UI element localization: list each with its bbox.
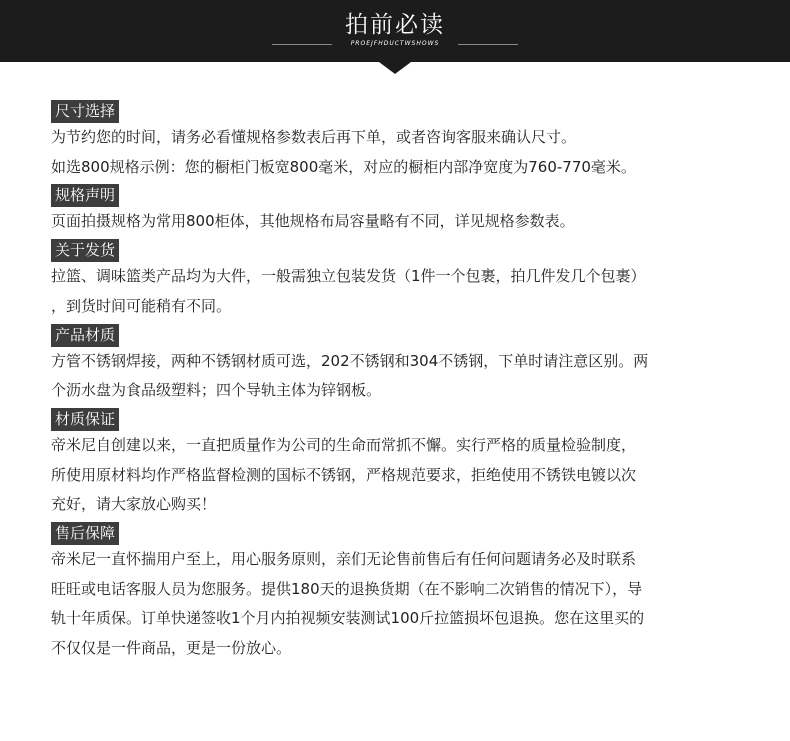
section-line: 方管不锈钢焊接，两种不锈钢材质可选，202不锈钢和304不锈钢，下单时请注意区别。两 (51, 351, 649, 370)
section-tag: 关于发货 (51, 239, 119, 262)
section-tag: 规格声明 (51, 184, 119, 207)
section-line: 轨十年质保。订单快递签收1个月内拍视频安装测试100斤拉篮损坏包退换。您在这里买的 (51, 609, 645, 628)
section-tag: 售后保障 (51, 522, 119, 545)
section-line: 个沥水盘为食品级塑料；四个导轨主体为锌钢板。 (51, 381, 382, 400)
section-tag: 产品材质 (51, 324, 119, 347)
notice-content (51, 98, 761, 664)
header-notch (379, 62, 411, 74)
section-spec-statement (51, 182, 761, 237)
section-line: 帝米尼自创建以来，一直把质量作为公司的生命而常抓不懈。实行严格的质量检验制度， (51, 435, 637, 454)
section-line: 帝米尼一直怀揣用户至上，用心服务原则，亲们无论售前售后有任何问题请务必及时联系 (51, 550, 637, 569)
page-title: 拍前必读 (345, 12, 445, 38)
section-line: 页面拍摄规格为常用800柜体，其他规格布局容量略有不同，详见规格参数表。 (51, 212, 575, 231)
section-line: 充好，请大家放心购买！ (51, 495, 217, 514)
section-after-sales (51, 520, 761, 664)
header-divider-right (458, 44, 518, 45)
section-material (51, 322, 761, 406)
section-tag: 材质保证 (51, 408, 119, 431)
section-shipping (51, 237, 761, 321)
section-line: 拉篮、调味篮类产品均为大件，一般需独立包装发货（1件一个包裹，拍几件发几个包裹） (51, 267, 646, 286)
page-subtitle: PROEJFHDUCTWSHOWS (350, 40, 440, 47)
section-line: 为节约您的时间，请务必看懂规格参数表后再下单，或者咨询客服来确认尺寸。 (51, 128, 577, 146)
section-line: 如选800规格示例：您的橱柜门板宽800毫米，对应的橱柜内部净宽度为760-770毫米。 (51, 157, 636, 176)
section-line: 所使用原材料均作严格监督检测的国标不锈钢，严格规范要求，拒绝使用不锈铁电镀以次 (51, 465, 637, 484)
section-line: ，到货时间可能稍有不同。 (51, 296, 232, 315)
page-header (0, 0, 790, 62)
section-quality-guarantee (51, 406, 761, 520)
section-size-selection (51, 98, 761, 182)
section-line: 不仅仅是一件商品，更是一份放心。 (51, 639, 292, 658)
section-tag: 尺寸选择 (51, 100, 119, 123)
section-line: 旺旺或电话客服人员为您服务。提供180天的退换货期（在不影响二次销售的情况下），导 (51, 579, 643, 598)
